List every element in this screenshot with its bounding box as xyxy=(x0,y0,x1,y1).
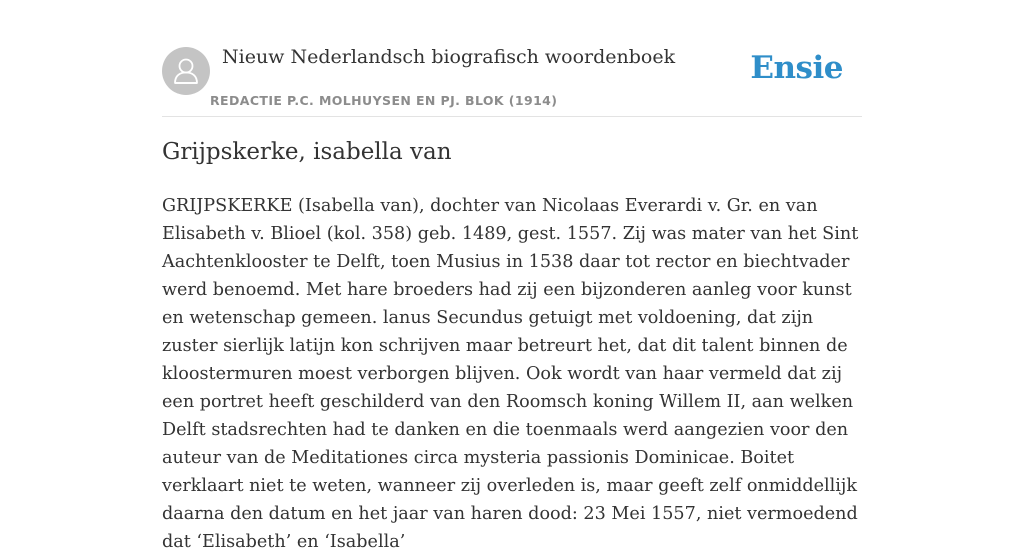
article-body: GRIJPSKERKE (Isabella van), dochter van Nicolaas Everardi v. Gr. en van Elisabeth v. Blioel (kol. 358) geb. 1489, gest. 1557. Zij was mater van het Sint Aachtenklooster te Delft, toen Musius in 1538 daar tot rector en biechtvader werd benoemd. Met hare broeders had zij een bijzonderen aanleg voor kunst en wetenschap gemeen. lanus Secundus getuigt met voldoening, dat zijn zuster sierlijk latijn kon schrijven maar betreurt het, dat dit talent binnen de kloostermuren moest verborgen blijven. Ook wordt van haar vermeld dat zij een portret heeft geschilderd van den Roomsch koning Willem II, aan welken Delft stadsrechten had te danken en die toenmaals werd aangezien voor den auteur van de Meditationes circa mysteria passionis Dominicae. Boitet verklaart niet te weten, wanneer zij overleden is, maar geeft zelf onmiddellijk daarna den datum en het jaar van haren dood: 23 Mei 1557, niet vermoedend dat ‘Elisabeth’ en ‘Isabella’ xyxy=(162,196,859,552)
source-title[interactable]: Nieuw Nederlandsch biografisch woordenboek xyxy=(222,46,676,68)
user-icon xyxy=(162,47,210,95)
brand-logo[interactable]: Ensie xyxy=(750,50,843,86)
avatar[interactable] xyxy=(162,47,210,95)
source-subtitle: REDACTIE P.C. MOLHUYSEN EN PJ. BLOK (1914) xyxy=(210,93,558,108)
article-title: Grijpskerke, isabella van xyxy=(162,139,452,165)
source-header xyxy=(162,46,862,117)
